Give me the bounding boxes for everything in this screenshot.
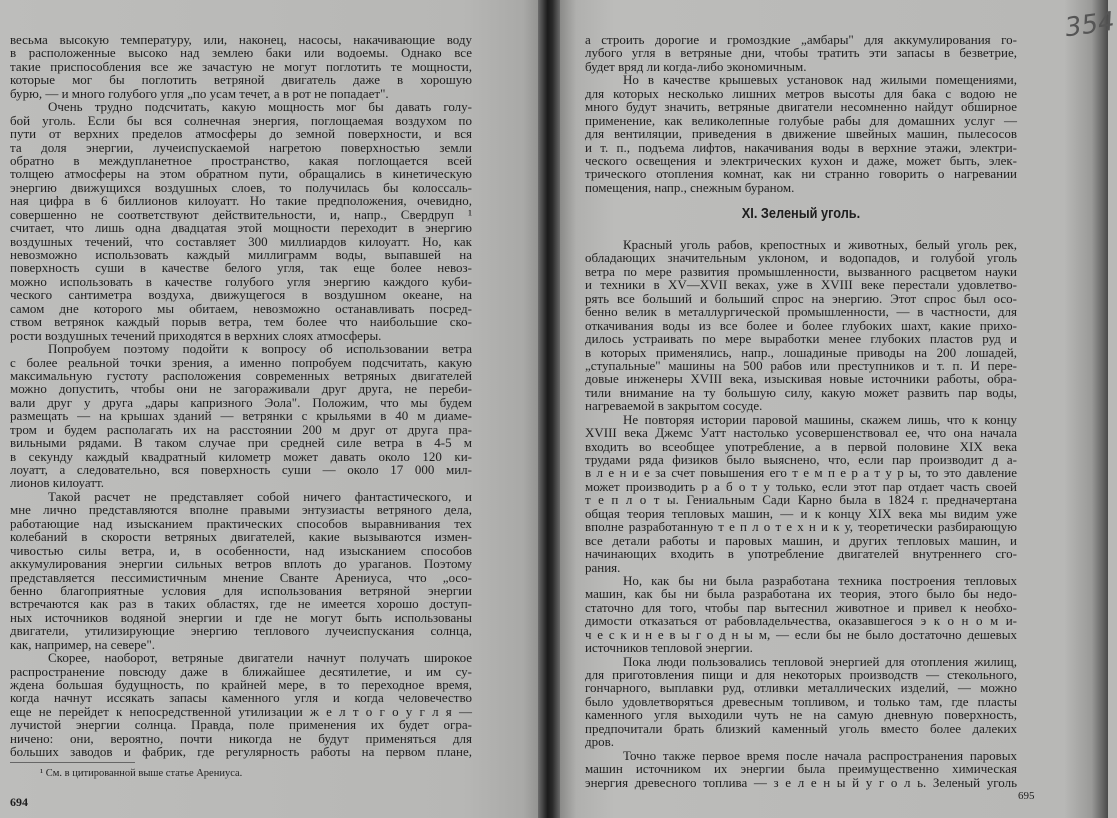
text-line: невозможно использовать каждый миллиграмм воды, выпавшей на (10, 247, 472, 262)
text-line: Но в качестве крышевых установок над жилыми помещениями, (623, 72, 1017, 88)
paragraph (585, 238, 1017, 413)
text-line: лучистой энергии солнца. Правда, поле применения их будет огра- (10, 717, 472, 733)
text-line: которые мог бы поглотить ветряной двигатель даже в хорошую (10, 72, 472, 88)
text-line: дров. (585, 734, 615, 750)
paragraph (585, 749, 1017, 789)
text-line: пути от верхних пределов атмосферы до земной поверхности, и вся (10, 126, 472, 142)
footnote: ¹ См. в цитированной выше статье Арениуса. (40, 768, 243, 779)
text-line: было удовлетворяться древесным топливом, и только там, где пласты (585, 693, 1017, 709)
handwritten-folio-number: 354 (1063, 6, 1117, 44)
text-line: с более реальной точки зрения, а именно попробуем подсчитать, какую (10, 354, 472, 370)
paragraph (585, 33, 1017, 73)
page-number: 695 (1018, 790, 1035, 802)
text-line: ч е с к и н е в ы г о д н ы м, — если бы не было достаточно дешевых (585, 626, 1017, 642)
right-page-body-top (585, 33, 1017, 194)
text-line: в которых применялись, напр., лошадиные приводы на 200 лошадей, (585, 344, 1017, 360)
text-line: откачивания воды из все более и более глубоких шахт, какие прихо- (585, 317, 1017, 333)
text-line: мне лично представляются вполне правыми энтузиасты ветряного дела, (10, 502, 472, 518)
text-line: такие приспособления все же зачастую не могут поглотить те мощности, (10, 58, 472, 74)
text-line: лубого угля в ветряные дни, чтобы тратить эти запасы в безветрие, (585, 45, 1017, 61)
text-line: все детали работы и паровых машин, и других тепловых машин, и (585, 532, 1017, 548)
text-line: и техники в XV—XVII веках, уже в XVIII веке перестали удовлетво- (585, 277, 1017, 293)
text-line: нагреваемой в закрытом сосуде. (585, 398, 763, 414)
text-line: ных источников водяной энергии и где не могут быть использованы (10, 609, 472, 625)
text-line: Попробуем поэтому подойти к вопросу об использовании ветра (48, 341, 472, 357)
book-gutter (538, 0, 562, 818)
text-line: ветра по мере развития промышленности, вызванного расцветом науки (585, 263, 1017, 279)
text-line: энергию движущихся воздушных слоев, то получилась бы колоссаль- (10, 179, 472, 195)
text-line: лоуатт, а следовательно, вся поверхность суши — около 17 000 мил- (10, 462, 472, 477)
text-line: считает, что лишь одна двадцатая этой мощности переходит в энергию (10, 220, 472, 236)
text-line: максимальную густоту расположения современных ветряных двигателей (10, 367, 472, 383)
text-line: источников тепловой энергии. (585, 640, 753, 656)
text-line: работающие над изысканием практических способов выравнивания тех (10, 515, 472, 531)
text-line: встречаются как раз в таких областях, где не имеется хорошо доступ- (10, 596, 472, 612)
text-line: обладающих значительным уклоном, и водопадов, и голубой уголь (585, 250, 1017, 266)
text-line: ческого освещения и электрических кухон и даже, может быть, элек- (585, 152, 1017, 168)
text-line: когда начнут иссякать запасы каменного угля и когда человечество (10, 690, 472, 706)
text-line: обратно в междупланетное пространство, какая поглощается всей (10, 152, 472, 168)
text-line: вали друг у друга „дары капризного Эола". Положим, что мы будем (10, 394, 472, 410)
paragraph (585, 655, 1017, 749)
text-line: довые инженеры XVIII века, изыскивая новые источники работы, обра- (585, 371, 1017, 387)
text-line: а строить дорогие и громоздкие „амбары" для аккумулирования го- (585, 32, 1017, 47)
text-line: в л е н и е за счет повышения его т е м п е р а т у р ы, то это давление (585, 465, 1017, 481)
text-line: предпочитали брать близкий каменный уголь вместо более далеких (585, 720, 1017, 736)
text-line: рять все больший и больший спрос на энергию. Этот спрос был осо- (585, 290, 1017, 306)
paragraph (10, 651, 472, 759)
left-page (0, 0, 545, 818)
text-line: XVIII века Джемс Уатт настолько усовершенствовал ее, что она начала (585, 425, 1017, 441)
text-line: для вентиляции, приведения в движение швейных машин, пылесосов (585, 126, 1017, 142)
left-page-body (10, 33, 472, 759)
text-line: самом дне которого мы обитаем, невозможно останавливать посред- (10, 300, 472, 316)
footnote-divider (10, 762, 135, 763)
text-line: ничено: они, вероятно, почти никогда не будут применяться для (10, 730, 472, 746)
paragraph (10, 33, 472, 100)
text-line: каменного угля выходили чуть не на самую дневную поверхность, (585, 707, 1017, 723)
text-line: для которых несколько лишних метров высоты для бака с водою не (585, 85, 1017, 101)
text-line: Очень трудно подсчитать, какую мощность мог бы давать голу- (48, 99, 472, 115)
text-line: общая теория тепловых машин, — и к концу XIX века мы видим уже (585, 505, 1017, 521)
text-line: трического отопления комнат, как ни странно говорить о нагревании (585, 166, 1017, 182)
text-line: в расположенные высоко над землею баки или водоемы. Однако все (10, 45, 472, 61)
text-line: машин, как бы ни была разработана их теория, этого было бы недо- (585, 586, 1017, 602)
text-line: представляется пессимистичным мнение Сванте Арениуса, что „осо- (10, 569, 472, 585)
text-line: ством ветрянок каждый порыв ветра, тем более что наибольшие ско- (10, 314, 472, 330)
text-line: бенно благоприятные условия для использования ветряной энергии (10, 582, 472, 598)
paragraph (10, 490, 472, 651)
text-line: еще не перейдет к непосредственной утилизации ж е л т о г о у г л я — (10, 703, 472, 719)
text-line: ная цифра в 6 биллионов килоуатт. Но такие предположения, очевидно, (10, 193, 472, 209)
text-line: Красный уголь рабов, крепостных и животных, белый уголь рек, (623, 237, 1017, 252)
text-line: помещения, напр., снежным бураном. (585, 179, 795, 195)
paragraph (10, 100, 472, 342)
text-line: как, например, на севере". (10, 636, 156, 652)
text-line: может производить р а б о т у только, если этот пар отдает часть своей (585, 478, 1017, 494)
page-number: 694 (10, 795, 28, 809)
text-line: начинающих входить в употребление двигателей внутреннего сго- (585, 546, 1017, 562)
paragraph (10, 342, 472, 490)
text-line: и т. п., подъема лифтов, накачивания воды в верхние этажи, электри- (585, 139, 1017, 155)
text-line: „ступальные" машины на 500 рабов или преступников и т. п. И пере- (585, 357, 1017, 373)
text-line: вильными рядами. В таком случае при средней силе ветра в 4-5 м (10, 435, 472, 451)
text-line: Но, как бы ни была разработана техника построения тепловых (623, 572, 1017, 588)
text-line: Такой расчет не представляет собой ничего фантастического, и (48, 488, 472, 504)
text-line: димости отказаться от рабовладельчества, оказавшегося э к о н о м и- (585, 613, 1017, 629)
text-line: машин источником их энергии была преимущественно химическая (585, 761, 1017, 777)
text-line: весьма высокую температуру, или, наконец, насосы, накачивающие воду (10, 32, 472, 47)
text-line: аккумулирования энергии сильных ветров вплоть до ураганов. Поэтому (10, 556, 472, 572)
text-line: ческого сантиметра воздуха, движущегося в воздушном океане, на (10, 287, 472, 303)
text-line: воздушных течений, что составляет 300 миллиардов килоуатт. Но, как (10, 233, 472, 249)
text-line: бенно велик в металлургической промышленности, — в частности, для (585, 304, 1017, 320)
text-line: размещать — на крышах зданий — ветрянки с крыльями в 40 м диаме- (10, 408, 472, 424)
right-page (560, 0, 1117, 818)
text-line: можно использовать в качестве голубого угля энергию каждого куби- (10, 273, 472, 289)
text-line: трудами ряда физиков было выяснено, что, если пар производит д а- (585, 452, 1017, 467)
text-line: дилось устраивать по мере выработки менее глубоких пластов руд и (585, 331, 1017, 347)
text-line: для приготовления пищи и для некоторых производств — стекольного, (585, 667, 1017, 682)
text-line: толщею атмосферы на этом обратном пути, обращались в кинетическую (10, 166, 472, 182)
text-line: рости воздушных течений приходятся в верхних слоях атмосферы. (10, 327, 382, 343)
text-line: двигатели, утилизирующие энергию теплового лучеиспускания солнца, (10, 623, 472, 639)
text-line: вполне разработанную т е п л о т е х н и к у, теоретически разбирающую (585, 519, 1017, 535)
text-line: много будут значить, ветряные двигатели несомненно найдут обширное (585, 99, 1017, 115)
text-line: гончарного, выплавки руд, отливки металлических изделий, — можно (585, 680, 1017, 696)
text-line: Скорее, наоборот, ветряные двигатели начнут получать широкое (48, 650, 472, 666)
text-line: бурю, — и много голубого угля „по усам течет, а в рот не попадает". (10, 85, 389, 101)
text-line: больших заводов и фабрик, где регулярность работы на первом плане, (10, 744, 472, 760)
text-line: бой уголь. Если бы вся солнечная энергия, поглощаемая воздухом по (10, 112, 472, 128)
text-line: поверхность суши в качестве белого угля, так еще более невоз- (10, 260, 472, 276)
chapter-heading: XI. Зеленый уголь. (741, 205, 861, 222)
paragraph (585, 413, 1017, 574)
paragraph (585, 574, 1017, 655)
text-line: чивостью силы ветра, и, в особенности, над изысканием способов (10, 542, 472, 558)
text-line: тили внимание на ту большую силу, какую может развить пар воды, (585, 384, 1017, 400)
text-line: можно допустить, чтобы они не загораживали друг друга, не переби- (10, 381, 472, 397)
text-line: Точно также первое время после начала распространения паровых (623, 747, 1017, 763)
text-line: входить во всеобщее употребление, а в первой половине XIX века (585, 438, 1017, 454)
text-line: распространение повсюду даже в ближайшее десятилетие, и им су- (10, 663, 472, 679)
text-line: в секунду каждый квадратный километр может давать около 120 ки- (10, 448, 472, 464)
text-line: колебаний в скорости ветряных двигателей, какие вызываются измен- (10, 529, 472, 545)
text-line: Не повторяя истории паровой машины, скажем лишь, что к концу (623, 411, 1017, 427)
text-line: Пока люди пользовались тепловой энергией для отопления жилищ, (623, 653, 1017, 669)
text-line: ждена большая будущность, по крайней мере, в то переходное время, (10, 677, 472, 692)
text-line: та доля энергии, лучеиспускаемой нагретою поверхностью земли (10, 139, 472, 155)
text-line: энергия древесного топлива — з е л е н ы й у г о л ь. Зеленый уголь (585, 774, 1017, 790)
text-line: совершенно не соответствуют действительности, и, напр., Свердруп ¹ (10, 206, 472, 222)
text-line: тром и будем располагать их на расстоянии 200 м друг от друга пра- (10, 421, 472, 437)
text-line: статочно для того, чтобы пар вытеснил животное и привел к необхо- (585, 599, 1017, 615)
paragraph (585, 73, 1017, 194)
text-line: лионов килоуатт. (10, 475, 104, 491)
text-line: т е п л о т ы. Гениальным Сади Карно была в 1824 г. предначертана (585, 492, 1017, 508)
text-line: рания. (585, 559, 621, 575)
right-page-body-chapter (585, 238, 1017, 789)
text-line: применение, как великолепные голубые рабы для домашних услуг — (585, 112, 1017, 128)
text-line: будет вряд ли когда-либо экономичным. (585, 58, 807, 74)
